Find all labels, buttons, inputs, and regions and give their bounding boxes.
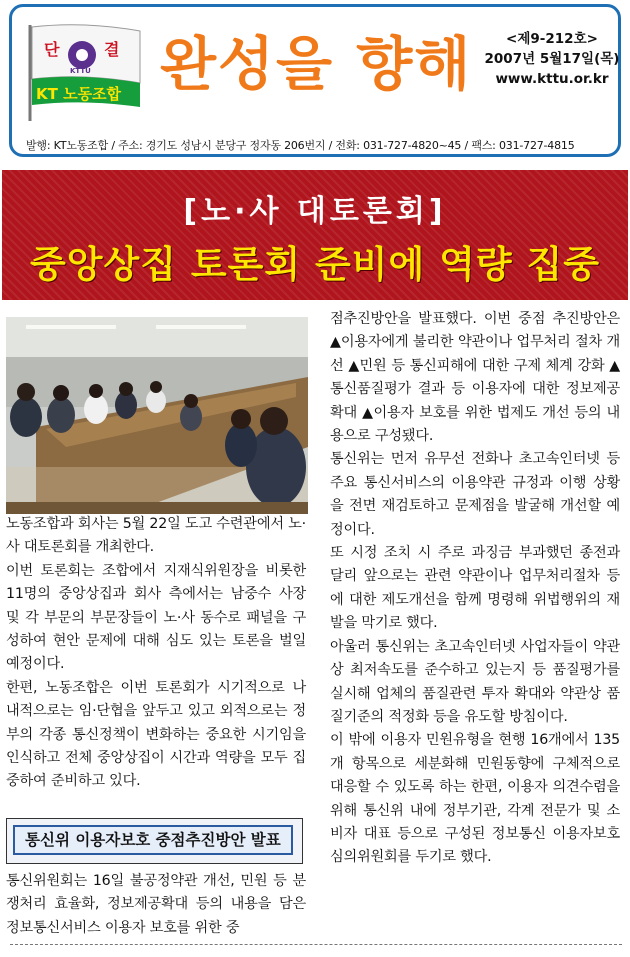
paragraph: 노동조합과 회사는 5월 22일 도고 수련관에서 노·사 대토론회를 개최한다.	[6, 516, 306, 556]
issue-date: 2007년 5월17일(목)	[484, 51, 620, 67]
header-box	[9, 4, 621, 157]
issue-number: <제9-212호>	[506, 31, 598, 47]
banner-subtitle: [노·사 대토론회]	[183, 194, 447, 229]
issue-info	[482, 29, 622, 89]
section-heading: 통신위 이용자보호 중점추진방안 발표	[13, 825, 293, 855]
paragraph: 아울러 통신위는 초고속인터넷 사업자들이 약관상 최저속도를 준수하고 있는지 등 품질평가를 실시해 업체의 품질관련 투자 확대와 약관상 품질기준의 적정화 등을 유도할 방침이다.	[330, 638, 620, 725]
section-heading-box	[6, 818, 303, 864]
flag-text-left: 단	[44, 40, 60, 59]
paragraph: 통신위원회는 16일 불공정약관 개선, 민원 등 분쟁처리 효율화, 정보제공확대 등의 내용을 담은 정보통신서비스 이용자 보호를 위한 중	[6, 873, 306, 936]
flag-text-bottom: KT 노동조합	[36, 85, 122, 103]
masthead-info: 발행: KT노동조합 / 주소: 경기도 성남시 분당구 정자동 206번지 / 전화: 031-727-4820~45 / 팩스: 031-727-4815	[26, 139, 575, 152]
headline-banner	[2, 170, 628, 300]
article-left-bottom	[6, 870, 306, 940]
paragraph: 통신위는 먼저 유무선 전화나 초고속인터넷 등 주요 통신서비스의 이용약관 규정과 이행 상황을 전면 재검토하고 문제점을 발굴해 개선할 예정이다.	[330, 451, 620, 538]
flag-text-right: 결	[104, 40, 120, 59]
paragraph: 또 시정 조치 시 주로 과징금 부과했던 종전과 달리 앞으로는 관련 약관이나 업무처리절차 등에 대한 제도개선을 함께 명령해 위법행위의 재발을 막기로 했다.	[330, 545, 620, 632]
page-divider	[10, 944, 622, 946]
paragraph: 한편, 노동조합은 이번 토론회가 시기적으로 나 내적으로는 임·단협을 앞두고 있고 외적으로는 정부의 각종 통신정책이 변화하는 중요한 시기임을 인식하고 전체 중앙상집이 시간과 역량을 모두 집중하여 준비하고 있다.	[6, 679, 306, 790]
banner-headline: 중앙상집 토론회 준비에 역량 집중	[30, 243, 600, 286]
flag-logo-text: KTTU	[70, 67, 91, 75]
newsletter-title: 완성을 향해	[160, 30, 473, 98]
website-url[interactable]: www.kttu.or.kr	[495, 71, 609, 87]
paragraph: 이번 토론회는 조합에서 지재식위원장을 비롯한 11명의 중앙상집과 회사 측에서는 남중수 사장 및 각 부문의 부문장들이 노·사 동수로 패널을 구성하여 현안 문제에 대해 심도 있는 토론을 벌일 예정이다.	[6, 562, 306, 673]
meeting-photo	[6, 317, 308, 514]
paragraph: 이 밖에 이용자 민원유형을 현행 16개에서 135개 항목으로 세분화해 민원동향에 구체적으로 대응할 수 있도록 하는 한편, 이용자 의견수렴을 위해 통신위 내에 정부기관, 각계 전문가 및 소비자 대표 등으로 구성된 정보통신 이용자보호 심의위원회를 두기로 했다.	[330, 732, 620, 866]
paragraph: 점추진방안을 발표했다. 이번 중점 추진방안은 ▲이용자에게 불리한 약관이나 업무처리 절차 개선 ▲민원 등 통신피해에 대한 구제 체계 강화 ▲통신품질평가 결과 등 이용자에 대한 정보제공 확대 ▲이용자 보호를 위한 법제도 개선 등의 내용으로 구성됐다.	[330, 311, 620, 445]
article-left-top	[6, 513, 306, 794]
union-flag-logo	[24, 21, 144, 121]
article-right	[330, 308, 620, 870]
